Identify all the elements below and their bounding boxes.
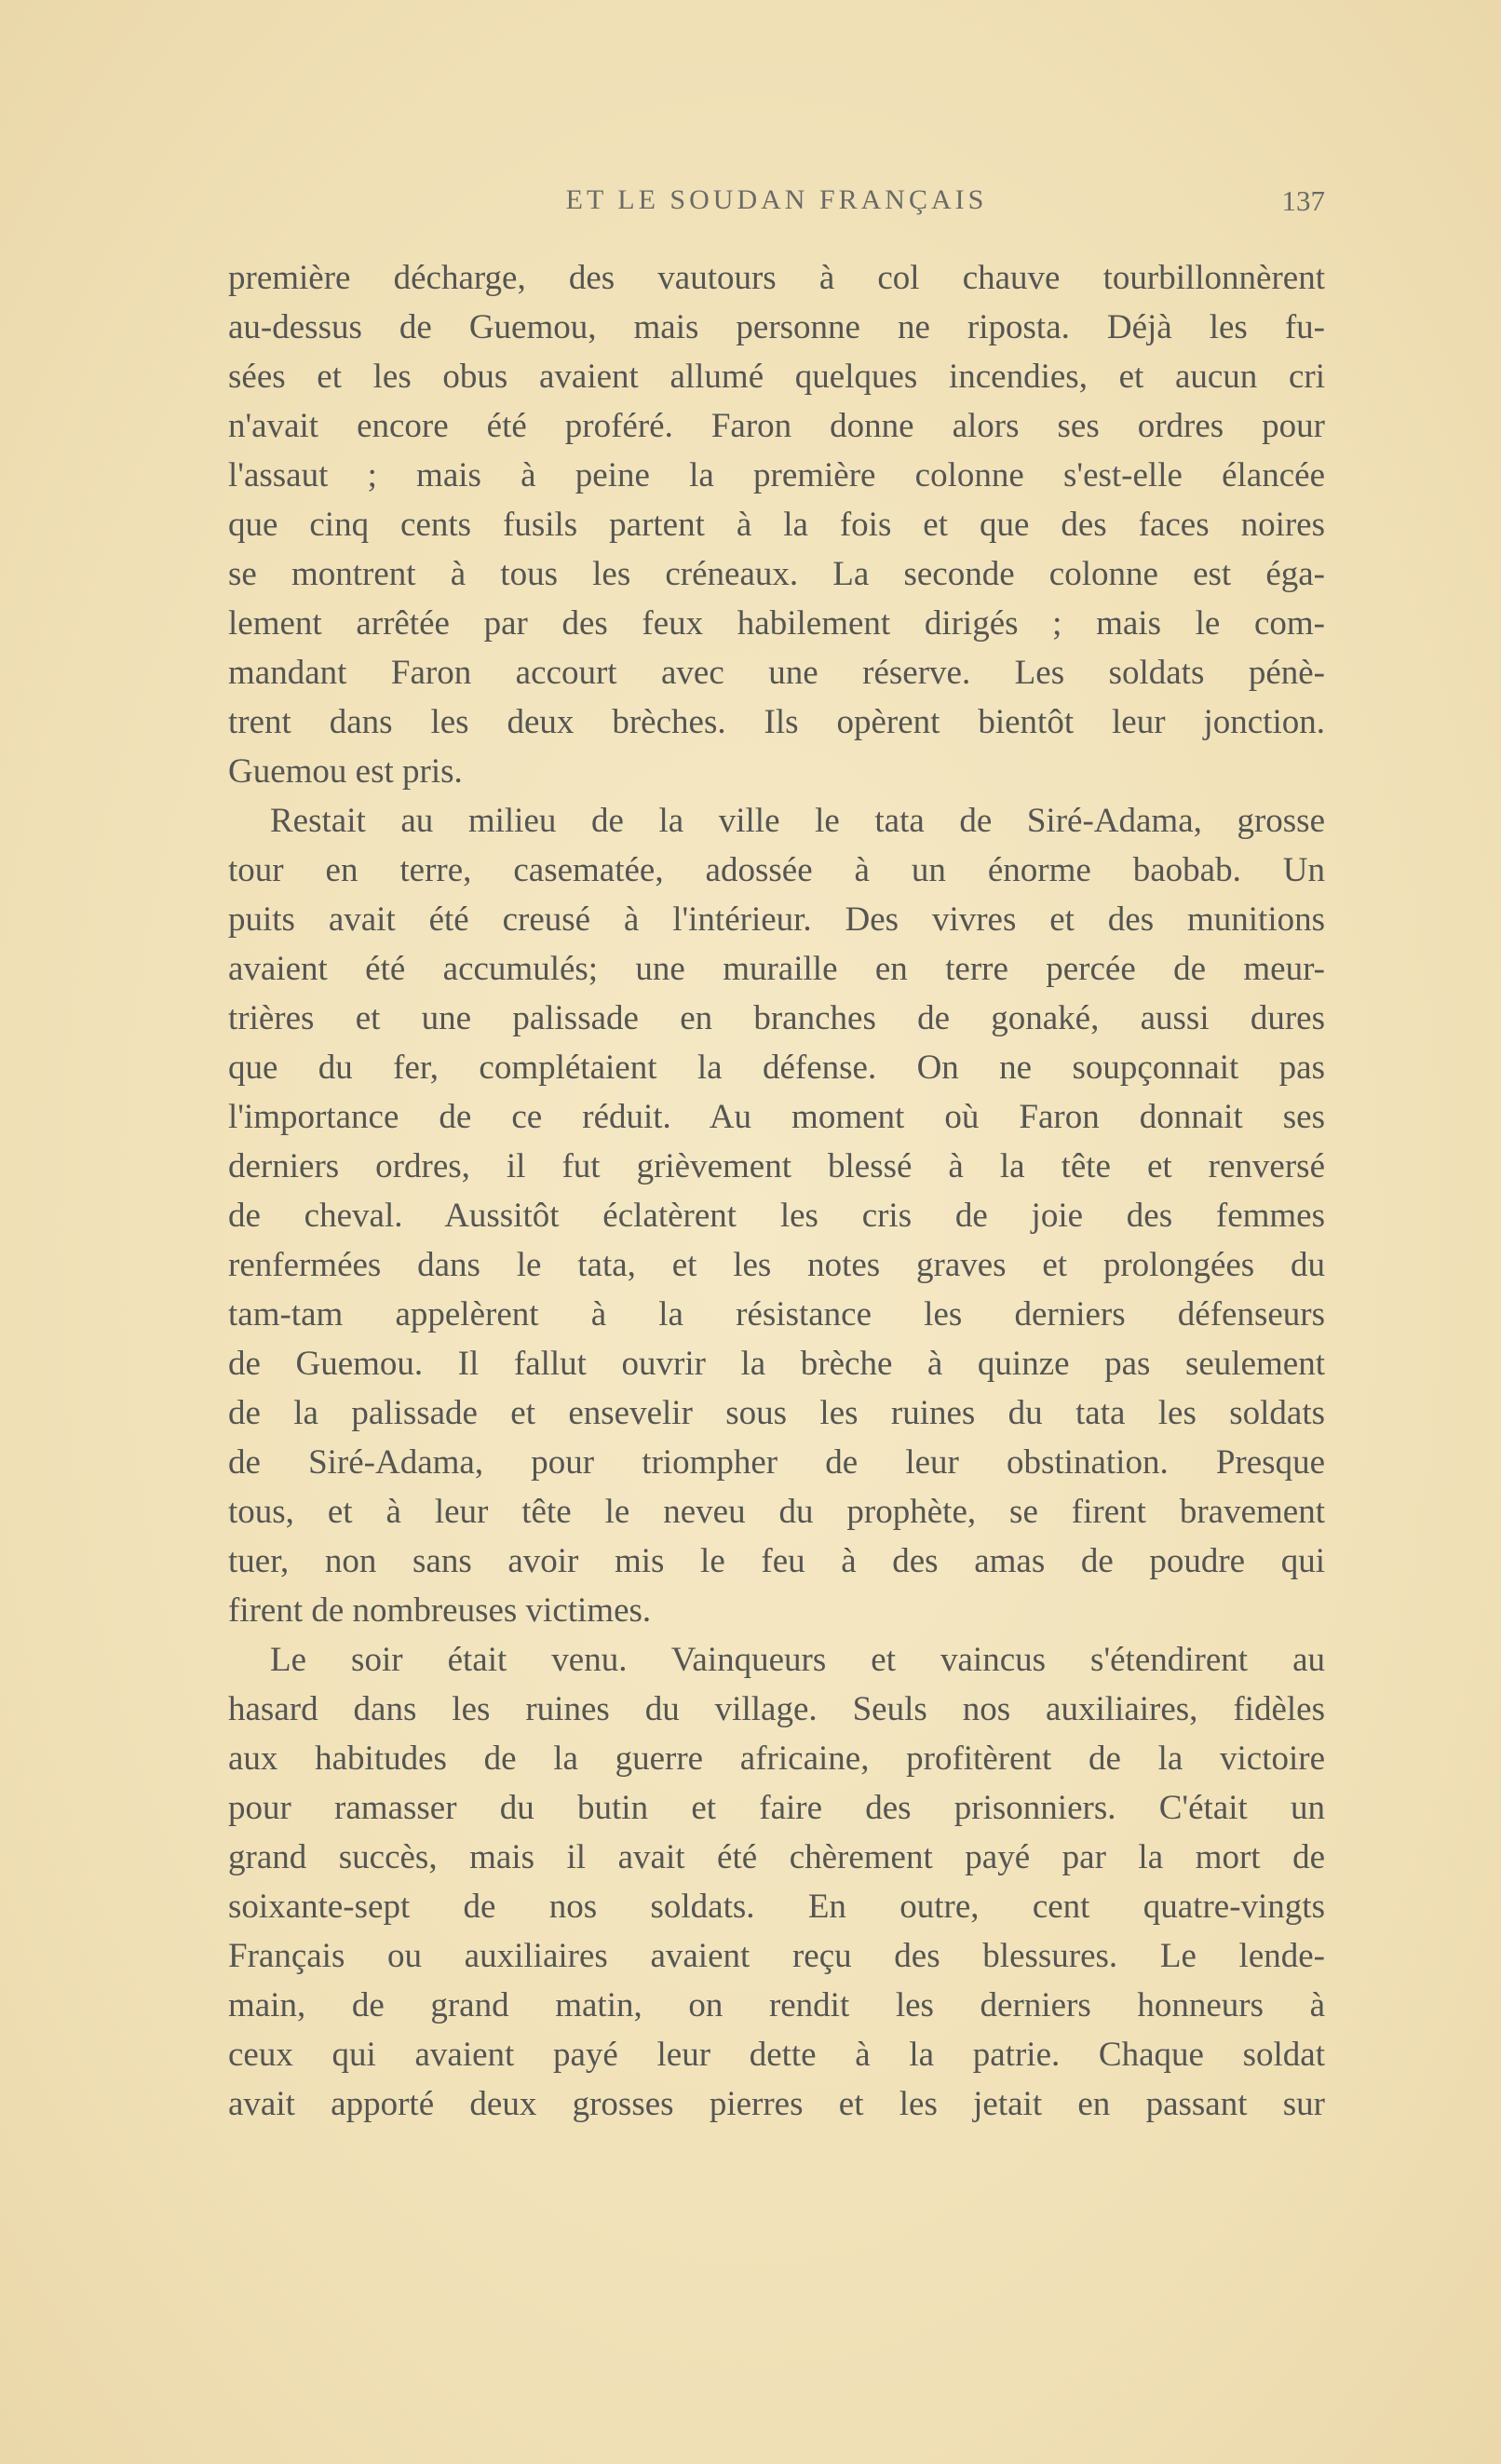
- text-line: de cheval. Aussitôt éclatèrent les cris de joie des femmes: [228, 1197, 1325, 1235]
- text-line: derniers ordres, il fut grièvement blessé à la tête et renversé: [228, 1147, 1325, 1185]
- text-line: Restait au milieu de la ville le tata de Siré-Adama, grosse: [270, 802, 1325, 840]
- text-line: aux habitudes de la guerre africaine, profitèrent de la victoire: [228, 1740, 1325, 1778]
- text-line: de Guemou. Il fallut ouvrir la brèche à quinze pas seulement: [228, 1345, 1325, 1383]
- text-line: trent dans les deux brèches. Ils opèrent bientôt leur jonction.: [228, 703, 1325, 741]
- text-line: tous, et à leur tête le neveu du prophète, se firent bravement: [228, 1493, 1325, 1531]
- text-line: puits avait été creusé à l'intérieur. Des vivres et des munitions: [228, 900, 1325, 939]
- text-line: l'importance de ce réduit. Au moment où Faron donnait ses: [228, 1098, 1325, 1136]
- text-line: première décharge, des vautours à col chauve tourbillonnèrent: [228, 259, 1325, 297]
- text-line: Guemou est pris.: [228, 752, 463, 791]
- text-line: avait apporté deux grosses pierres et les jetait en passant sur: [228, 2085, 1325, 2123]
- text-line: main, de grand matin, on rendit les derniers honneurs à: [228, 1986, 1325, 2024]
- text-line: grand succès, mais il avait été chèrement payé par la mort de: [228, 1838, 1325, 1876]
- text-line: Français ou auxiliaires avaient reçu des blessures. Le lende-: [228, 1937, 1325, 1975]
- text-line: l'assaut ; mais à peine la première colonne s'est-elle élancée: [228, 456, 1325, 494]
- running-title: ET LE SOUDAN FRANÇAIS: [565, 184, 988, 215]
- page-header: [228, 184, 1325, 225]
- body-text: [228, 253, 1325, 2129]
- text-line: lement arrêtée par des feux habilement dirigés ; mais le com-: [228, 604, 1325, 643]
- text-line: mandant Faron accourt avec une réserve. Les soldats pénè-: [228, 654, 1325, 692]
- text-line: trières et une palissade en branches de gonaké, aussi dures: [228, 999, 1325, 1037]
- text-line: firent de nombreuses victimes.: [228, 1591, 652, 1630]
- text-line: de la palissade et ensevelir sous les ruines du tata les soldats: [228, 1394, 1325, 1432]
- text-line: sées et les obus avaient allumé quelques incendies, et aucun cri: [228, 358, 1325, 396]
- text-line: tam-tam appelèrent à la résistance les derniers défenseurs: [228, 1295, 1325, 1334]
- text-line: tour en terre, casematée, adossée à un énorme baobab. Un: [228, 851, 1325, 889]
- text-line: tuer, non sans avoir mis le feu à des amas de poudre qui: [228, 1542, 1325, 1580]
- text-line: que cinq cents fusils partent à la fois et que des faces noires: [228, 506, 1325, 544]
- text-line: se montrent à tous les créneaux. La seconde colonne est éga-: [228, 555, 1325, 593]
- text-line: hasard dans les ruines du village. Seuls nos auxiliaires, fidèles: [228, 1690, 1325, 1728]
- text-line: de Siré-Adama, pour triompher de leur obstination. Presque: [228, 1443, 1325, 1482]
- text-line: que du fer, complétaient la défense. On ne soupçonnait pas: [228, 1049, 1325, 1087]
- text-line: ceux qui avaient payé leur dette à la patrie. Chaque soldat: [228, 2036, 1325, 2074]
- page-number: 137: [1281, 184, 1325, 217]
- text-line: n'avait encore été proféré. Faron donne alors ses ordres pour: [228, 407, 1325, 445]
- text-line: au-dessus de Guemou, mais personne ne riposta. Déjà les fu-: [228, 308, 1325, 346]
- text-line: soixante-sept de nos soldats. En outre, cent quatre-vingts: [228, 1888, 1325, 1926]
- text-line: Le soir était venu. Vainqueurs et vaincus s'étendirent au: [270, 1641, 1325, 1679]
- text-line: pour ramasser du butin et faire des prisonniers. C'était un: [228, 1789, 1325, 1827]
- text-line: renfermées dans le tata, et les notes graves et prolongées du: [228, 1246, 1325, 1284]
- text-line: avaient été accumulés; une muraille en terre percée de meur-: [228, 950, 1325, 988]
